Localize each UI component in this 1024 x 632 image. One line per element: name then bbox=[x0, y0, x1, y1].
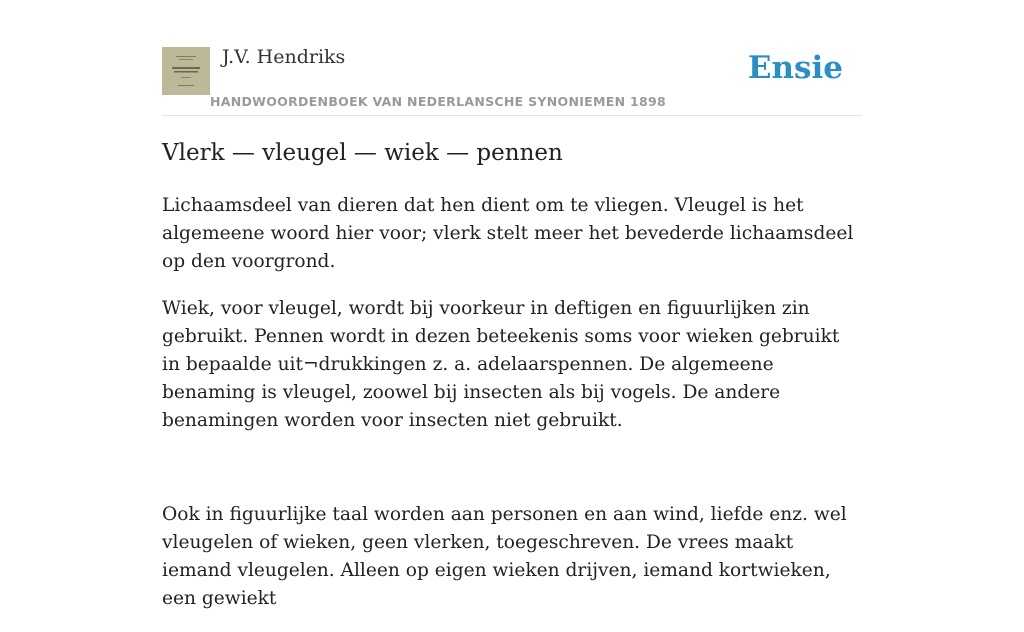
header bbox=[162, 0, 862, 116]
brand-logo-link[interactable]: Ensie bbox=[747, 50, 843, 86]
source-title[interactable]: HANDWOORDENBOEK VAN NEDERLANSCHE SYNONIEMEN 1898 bbox=[210, 94, 667, 109]
page bbox=[162, 0, 862, 609]
paragraph-4: Ook in figuurlijke taal worden aan personen en aan wind, liefde enz. wel vleugelen of wieken, geen vlerken, toegeschreven. De vrees maakt iemand vleugelen. Alleen op eigen wieken drijven, iemand kortwieken, een gewiekt bbox=[162, 504, 847, 609]
book-cover-icon bbox=[162, 47, 210, 95]
book-cover-avatar[interactable] bbox=[162, 47, 210, 95]
article-body bbox=[162, 192, 862, 632]
paragraph-1: Lichaamsdeel van dieren dat hen dient om te vliegen. Vleugel is het algemeene woord hier voor; vlerk stelt meer het bevederde lichaamsdeel op den voorgrond. bbox=[162, 195, 854, 272]
paragraph-2: Wiek, voor vleugel, wordt bij voorkeur in deftigen en figuurlijken zin gebruikt. Pennen wordt in dezen beteekenis soms voor wieken gebruikt in bepaalde uit¬drukkingen z. a. adelaarspennen. De algemeene benaming is vleugel, zoowel bij insecten als bij vogels. De andere benamingen worden voor insecten niet gebruikt. bbox=[162, 298, 840, 431]
article-title: Vlerk — vleugel — wiek — pennen bbox=[162, 140, 563, 166]
author-name[interactable]: J.V. Hendriks bbox=[222, 46, 346, 68]
paragraph-3 bbox=[162, 454, 862, 482]
